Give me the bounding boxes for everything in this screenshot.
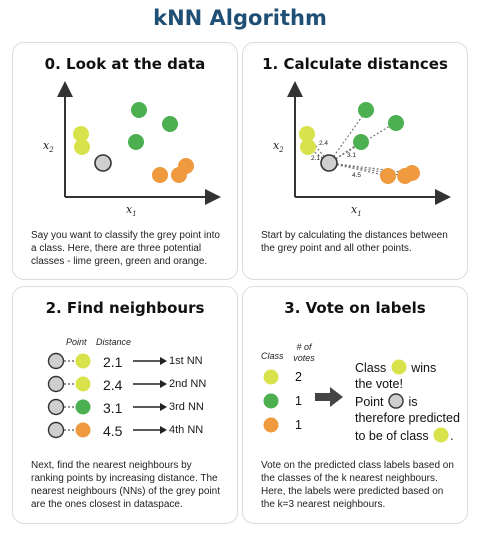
distance-label: 2.1 bbox=[311, 155, 321, 162]
panel-description: Say you want to classify the grey point into a class. Here, there are three potential classes - lime green, green and orange. bbox=[31, 230, 220, 267]
x-axis-label: $x_1$ bbox=[126, 203, 137, 218]
orange-point bbox=[397, 168, 413, 184]
result-line: Class wins bbox=[355, 361, 437, 375]
panel-look-at-data bbox=[12, 42, 238, 280]
grey-query-point bbox=[321, 155, 337, 171]
green-class-dot bbox=[264, 394, 279, 409]
panel-title: 2. Find neighbours bbox=[45, 299, 205, 317]
distance-value: 2.4 bbox=[103, 377, 123, 393]
neighbour-rank: 1st NN bbox=[169, 355, 203, 367]
green-point bbox=[128, 134, 144, 150]
result-line: the vote! bbox=[355, 377, 403, 391]
lime-point bbox=[300, 139, 316, 155]
neighbour-row bbox=[13, 374, 239, 394]
y-axis-label: $x_2$ bbox=[273, 139, 284, 154]
point-pair bbox=[13, 420, 99, 440]
neighbour-row bbox=[13, 351, 239, 371]
lime-class-dot bbox=[432, 427, 450, 443]
neighbour-rank: 2nd NN bbox=[169, 378, 207, 390]
column-header-class: Class bbox=[261, 351, 284, 361]
distance-label: 3.1 bbox=[347, 152, 357, 159]
vote-count: 2 bbox=[295, 370, 302, 384]
grey-query-dot bbox=[387, 393, 405, 409]
scatter-plot bbox=[13, 43, 239, 228]
vote-count: 1 bbox=[295, 394, 302, 408]
vote-count: 1 bbox=[295, 418, 302, 432]
distance-value: 4.5 bbox=[103, 423, 123, 439]
x-axis-label: $x_1$ bbox=[351, 203, 362, 218]
result-line: to be of class . bbox=[355, 429, 454, 443]
distance-label: 2.4 bbox=[319, 140, 329, 147]
y-axis-label: $x_2$ bbox=[43, 139, 54, 154]
panel-title: 0. Look at the data bbox=[44, 55, 206, 73]
point-pair bbox=[13, 397, 99, 417]
arrow-icon bbox=[133, 420, 169, 440]
orange-point bbox=[171, 167, 187, 183]
page-title: kNN Algorithm bbox=[153, 6, 327, 30]
lime-point bbox=[74, 139, 90, 155]
orange-class-dot bbox=[264, 418, 279, 433]
neighbour-row bbox=[13, 397, 239, 417]
column-header-votes: # of votes bbox=[293, 342, 315, 363]
distance-label: 4.5 bbox=[352, 172, 362, 179]
green-point bbox=[162, 116, 178, 132]
panel-find-neighbours bbox=[12, 286, 238, 524]
right-arrow-icon bbox=[315, 387, 345, 407]
result-line: therefore predicted bbox=[355, 411, 460, 425]
panel-description: Next, find the nearest neighbours by ranking points by increasing distance. The nearest neighbours (NNs) of the grey point are the ones closest in dataspace. bbox=[31, 460, 220, 510]
arrow-icon bbox=[133, 351, 169, 371]
neighbour-rank: 3rd NN bbox=[169, 401, 204, 413]
distance-plot bbox=[243, 43, 469, 228]
distance-value: 2.1 bbox=[103, 354, 123, 370]
panel-description: Vote on the predicted class labels based on the classes of the k nearest neighbours. Here, the labels were predicted based on the k=3 nearest neighbours. bbox=[261, 460, 454, 510]
lime-class-dot bbox=[390, 359, 408, 375]
green-point bbox=[353, 134, 369, 150]
neighbour-row bbox=[13, 420, 239, 440]
panel-description: Start by calculating the distances between the grey point and all other points. bbox=[261, 230, 448, 254]
point-pair bbox=[13, 374, 99, 394]
distance-value: 3.1 bbox=[103, 400, 123, 416]
result-line: Point is bbox=[355, 395, 418, 409]
column-header-distance: Distance bbox=[96, 337, 132, 347]
point-pair bbox=[13, 351, 99, 371]
lime-class-dot bbox=[264, 370, 279, 385]
green-point bbox=[388, 115, 404, 131]
panel-calculate-distances bbox=[242, 42, 468, 280]
orange-point bbox=[152, 167, 168, 183]
column-header-point: Point bbox=[66, 337, 87, 347]
panel-vote-on-labels bbox=[242, 286, 468, 524]
grey-query-point bbox=[95, 155, 111, 171]
panel-title: 3. Vote on labels bbox=[284, 299, 426, 317]
orange-point bbox=[380, 168, 396, 184]
panel-title: 1. Calculate distances bbox=[262, 55, 448, 73]
arrow-icon bbox=[133, 397, 169, 417]
arrow-icon bbox=[133, 374, 169, 394]
green-point bbox=[131, 102, 147, 118]
green-point bbox=[358, 102, 374, 118]
neighbour-rank: 4th NN bbox=[169, 424, 204, 436]
